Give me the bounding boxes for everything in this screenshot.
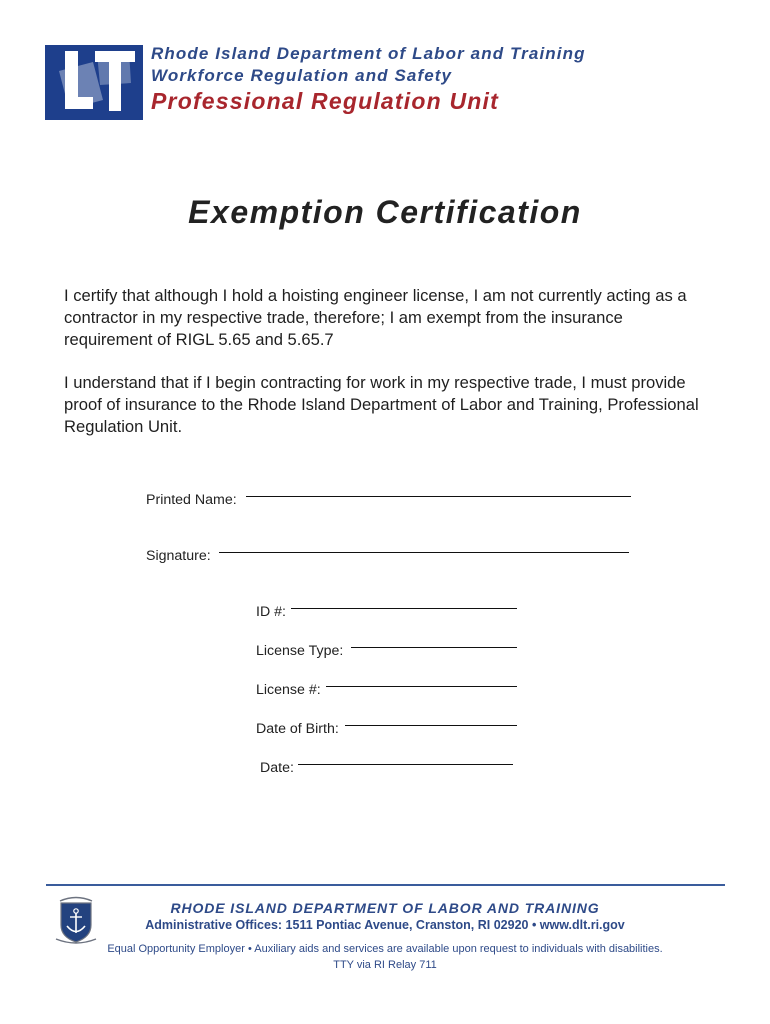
license-number-label: License #: xyxy=(256,682,321,698)
license-type-label: License Type: xyxy=(256,643,344,659)
printed-name-label: Printed Name: xyxy=(146,492,237,508)
footer-eeo-statement: Equal Opportunity Employer • Auxiliary aids and services are available upon request to individuals with disabilities. xyxy=(107,943,663,955)
date-field[interactable] xyxy=(298,764,513,765)
date-of-birth-field[interactable] xyxy=(345,725,517,726)
understanding-paragraph: I understand that if I begin contracting for work in my respective trade, I must provide proof of insurance to the Rhode Island Department of Labor and Training, Professional Regulation Unit. xyxy=(64,373,699,436)
printed-name-field[interactable] xyxy=(246,496,631,497)
certification-paragraph: I certify that although I hold a hoisting engineer license, I am not currently acting as a contractor in my respective trade, therefore; I am exempt from the insurance requirement of RIGL 5.65 and 5.65.7 xyxy=(64,286,687,349)
footer-org-name: RHODE ISLAND DEPARTMENT OF LABOR AND TRAINING xyxy=(170,900,600,916)
signature-label: Signature: xyxy=(146,548,211,564)
footer-divider xyxy=(46,884,725,886)
header-division-name: Workforce Regulation and Safety xyxy=(151,66,453,85)
dlt-logo xyxy=(45,45,143,120)
page-title: Exemption Certification xyxy=(188,194,582,230)
date-of-birth-label: Date of Birth: xyxy=(256,721,339,737)
id-field[interactable] xyxy=(291,608,517,609)
license-number-field[interactable] xyxy=(326,686,517,687)
header-agency-name: Rhode Island Department of Labor and Training xyxy=(151,44,586,63)
date-label: Date: xyxy=(260,760,294,776)
signature-field[interactable] xyxy=(219,552,629,553)
header-unit-name: Professional Regulation Unit xyxy=(151,88,499,114)
footer-tty: TTY via RI Relay 711 xyxy=(333,959,437,971)
footer-address: Administrative Offices: 1511 Pontiac Avenue, Cranston, RI 02920 • www.dlt.ri.gov xyxy=(145,918,625,932)
id-label: ID #: xyxy=(256,604,286,620)
license-type-field[interactable] xyxy=(351,647,517,648)
